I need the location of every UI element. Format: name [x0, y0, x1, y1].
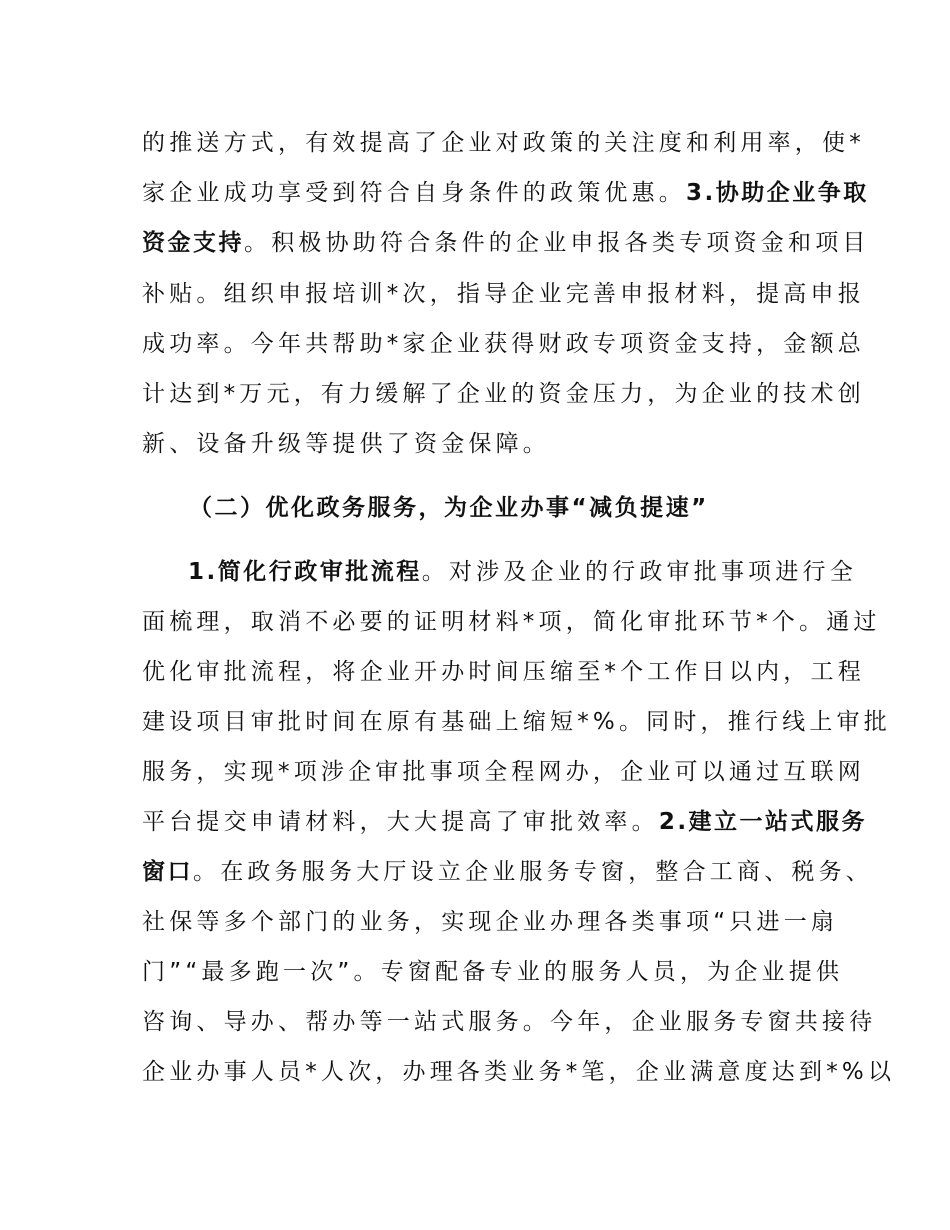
text-run: 服务，实现*项涉企审批事项全程网办，企业可以通过互联网	[142, 759, 865, 785]
text-run: 平台提交申请材料，大大提高了审批效率。	[142, 809, 659, 835]
text-run: 社保等多个部门的业务，实现企业办理各类事项“只进一扇	[142, 909, 839, 935]
bold-heading-run: 2.建立一站式服务	[658, 809, 868, 835]
bold-heading-run: 1.简化行政审批流程	[188, 559, 422, 585]
text-run: 咨询、导办、帮办等一站式服务。今年，企业服务专窗共接待	[142, 1009, 877, 1035]
text-line	[142, 957, 843, 987]
text-run: 。在政务服务大厅设立企业服务专窗，整合工商、税务、	[193, 859, 873, 885]
text-run: 门”“最多跑一次”。专窗配备专业的服务人员，为企业提供	[142, 959, 844, 985]
text-run: 企业办事人员*人次，办理各类业务*笔，企业满意度达到*%以	[142, 1059, 896, 1085]
text-line	[142, 857, 873, 887]
text-line	[142, 907, 838, 937]
bold-heading-run: 3.协助企业争取	[686, 180, 869, 206]
text-line	[142, 329, 865, 359]
text-run: 家企业成功享受到符合自身条件的政策优惠。	[142, 180, 686, 206]
text-run: 计达到*万元，有力缓解了企业的资金压力，为企业的技术创	[142, 381, 865, 407]
text-line	[142, 607, 881, 637]
text-line	[142, 807, 867, 837]
text-line	[142, 1007, 876, 1037]
text-run: 补贴。组织申报培训*次，指导企业完善申报材料，提高申报	[142, 281, 865, 307]
section-heading: （二）优化政务服务，为企业办事“减负提速”	[189, 495, 709, 521]
text-line	[142, 757, 865, 787]
text-line	[142, 178, 869, 208]
text-line	[142, 657, 865, 687]
text-line	[142, 279, 865, 309]
text-run: 建设项目审批时间在原有基础上缩短*%。同时，推行线上审批	[142, 709, 891, 735]
text-line	[142, 1057, 895, 1087]
text-line	[142, 128, 865, 158]
text-run: 优化审批流程，将企业开办时间压缩至*个工作日以内，工程	[142, 659, 865, 685]
bold-heading-run: 窗口	[142, 859, 193, 885]
text-line	[142, 429, 550, 459]
text-run: 面梳理，取消不必要的证明材料*项，简化审批环节*个。通过	[142, 609, 881, 635]
text-run: 成功率。今年共帮助*家企业获得财政专项资金支持，金额总	[142, 331, 865, 357]
text-line	[142, 228, 870, 258]
text-run: 。积极协助符合条件的企业申报各类专项资金和项目	[244, 230, 870, 256]
text-run: 。对涉及企业的行政审批事项进行全	[421, 559, 857, 585]
text-run: 新、设备升级等提供了资金保障。	[142, 431, 550, 457]
text-line	[142, 379, 865, 409]
text-line	[188, 557, 857, 587]
text-run: 的推送方式，有效提高了企业对政策的关注度和利用率，使*	[142, 130, 865, 156]
text-line	[142, 707, 891, 737]
bold-heading-run: 资金支持	[142, 230, 244, 256]
